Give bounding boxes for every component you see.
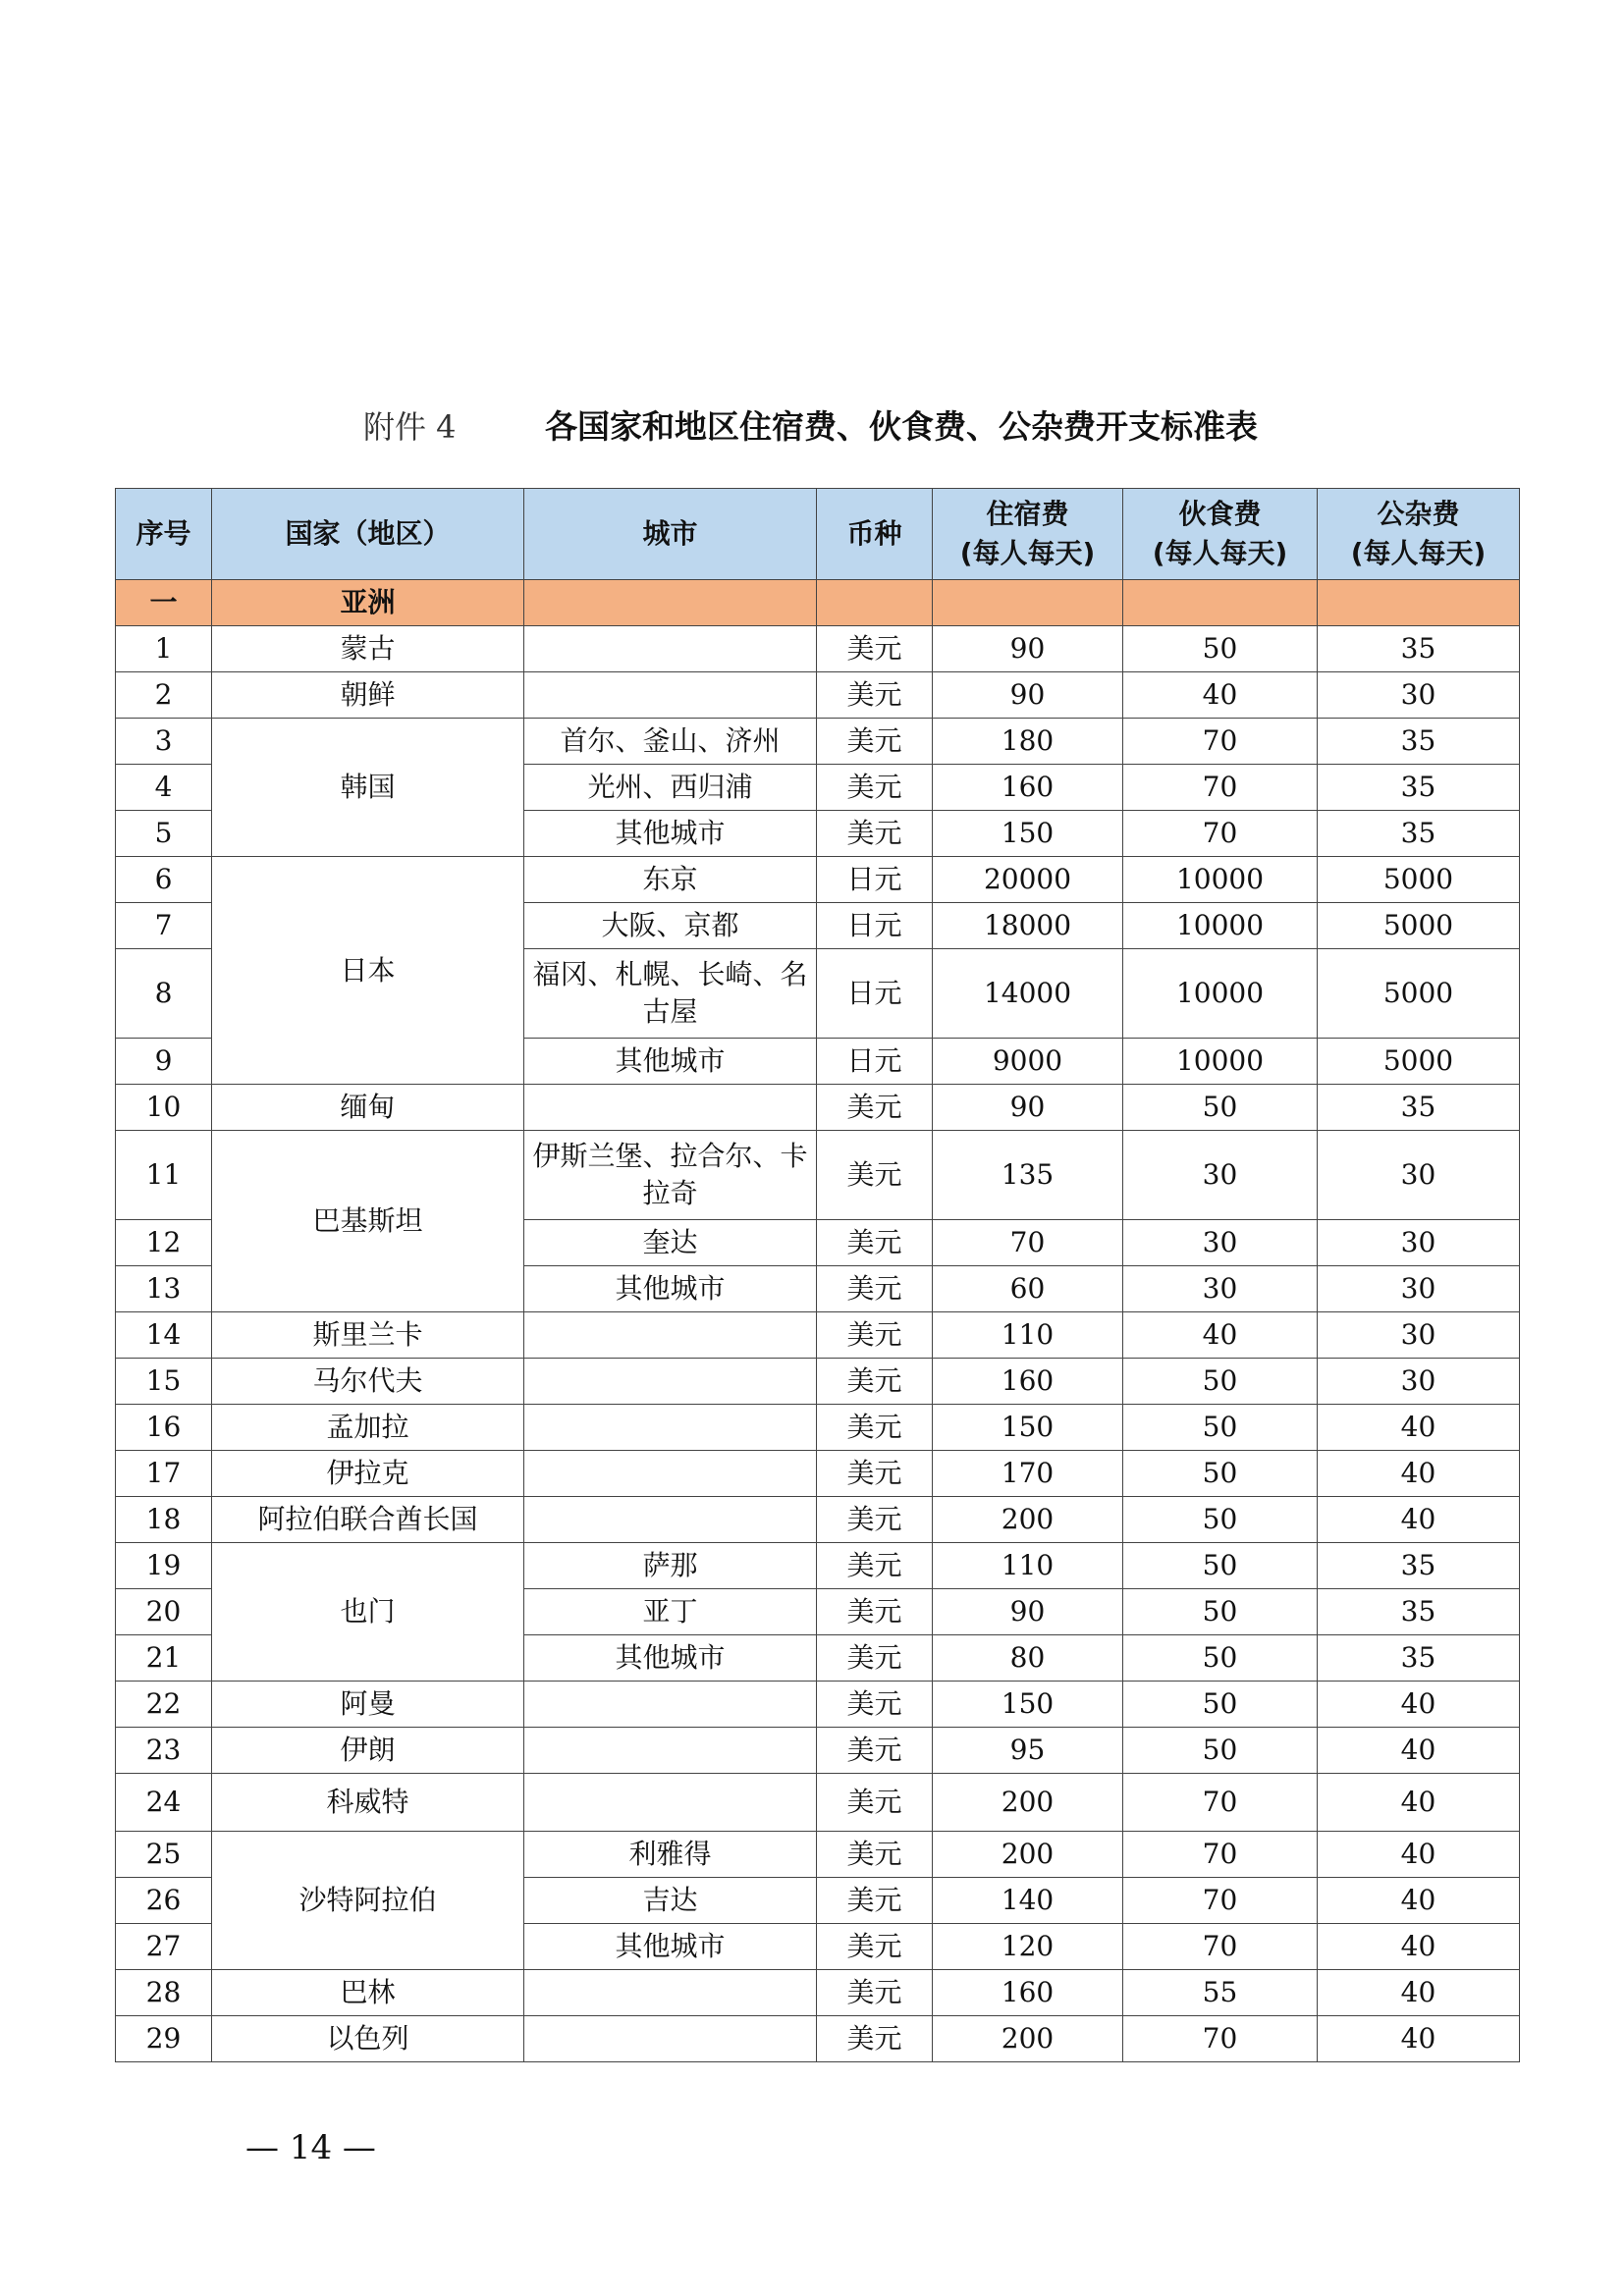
cell-meals: 50	[1123, 1405, 1318, 1451]
cell-misc: 40	[1318, 1970, 1520, 2016]
cell-city: 光州、西归浦	[524, 765, 817, 811]
cell-misc: 35	[1318, 1589, 1520, 1635]
cell-currency: 美元	[817, 1832, 933, 1878]
header-misc	[1318, 489, 1520, 580]
header-meals-line2: (每人每天)	[1152, 537, 1288, 569]
cell-currency: 美元	[817, 811, 933, 857]
cell-misc: 5000	[1318, 857, 1520, 903]
cell-country: 阿拉伯联合酋长国	[212, 1497, 524, 1543]
header-misc-line2: (每人每天)	[1350, 537, 1487, 569]
cell-lodging: 200	[933, 2016, 1123, 2062]
cell-city	[524, 1774, 817, 1832]
cell-lodging: 110	[933, 1543, 1123, 1589]
cell-lodging: 150	[933, 1682, 1123, 1728]
table-row	[116, 1405, 1520, 1451]
cell-misc: 30	[1318, 1266, 1520, 1312]
cell-meals: 50	[1123, 1589, 1318, 1635]
cell-currency: 美元	[817, 2016, 933, 2062]
cell-city: 其他城市	[524, 1635, 817, 1682]
cell-misc: 35	[1318, 626, 1520, 672]
header-lodging	[933, 489, 1123, 580]
cell-city: 吉达	[524, 1878, 817, 1924]
cell-currency: 美元	[817, 719, 933, 765]
attachment-label: 附件 4	[363, 408, 457, 446]
header-meals-line1: 伙食费	[1178, 498, 1262, 530]
cell-meals: 10000	[1123, 857, 1318, 903]
cell-currency: 美元	[817, 1405, 933, 1451]
cell-meals: 10000	[1123, 1039, 1318, 1085]
cell-country: 韩国	[212, 719, 524, 857]
region-row	[116, 580, 1520, 626]
cell-city: 亚丁	[524, 1589, 817, 1635]
cell-city: 福冈、札幌、长崎、名古屋	[524, 949, 817, 1039]
cell-no: 22	[116, 1682, 212, 1728]
cell-meals: 40	[1123, 1312, 1318, 1359]
cell-no: 6	[116, 857, 212, 903]
cell-misc: 40	[1318, 1878, 1520, 1924]
cell-country: 以色列	[212, 2016, 524, 2062]
cell-no: 8	[116, 949, 212, 1039]
region-no: 一	[116, 580, 212, 626]
cell-currency: 美元	[817, 1970, 933, 2016]
cell-city	[524, 1312, 817, 1359]
table-row	[116, 2016, 1520, 2062]
cell-meals: 30	[1123, 1220, 1318, 1266]
cell-currency: 美元	[817, 1131, 933, 1220]
cell-currency: 日元	[817, 949, 933, 1039]
cell-city	[524, 1682, 817, 1728]
cell-no: 19	[116, 1543, 212, 1589]
table-row	[116, 1312, 1520, 1359]
cell-currency: 美元	[817, 1635, 933, 1682]
title-line	[0, 402, 1624, 452]
cell-no: 25	[116, 1832, 212, 1878]
cell-misc: 35	[1318, 719, 1520, 765]
cell-city	[524, 1085, 817, 1131]
cell-no: 3	[116, 719, 212, 765]
table-row	[116, 1728, 1520, 1774]
cell-country: 缅甸	[212, 1085, 524, 1131]
cell-misc: 40	[1318, 2016, 1520, 2062]
cell-no: 24	[116, 1774, 212, 1832]
cell-meals: 40	[1123, 672, 1318, 719]
cell-currency: 美元	[817, 1266, 933, 1312]
cell-city	[524, 2016, 817, 2062]
cell-lodging: 60	[933, 1266, 1123, 1312]
cell-lodging: 80	[933, 1635, 1123, 1682]
cell-misc: 35	[1318, 765, 1520, 811]
cell-lodging: 135	[933, 1131, 1123, 1220]
cell-meals: 50	[1123, 1359, 1318, 1405]
cell-lodging: 120	[933, 1924, 1123, 1970]
cell-city	[524, 1970, 817, 2016]
cell-country: 朝鲜	[212, 672, 524, 719]
cell-city	[524, 672, 817, 719]
table-row	[116, 1359, 1520, 1405]
cell-currency: 日元	[817, 1039, 933, 1085]
cell-currency: 日元	[817, 857, 933, 903]
cell-misc: 35	[1318, 811, 1520, 857]
region-empty	[524, 580, 817, 626]
cell-currency: 美元	[817, 1924, 933, 1970]
cell-currency: 美元	[817, 1220, 933, 1266]
header-lodging-line1: 住宿费	[986, 498, 1069, 530]
cell-currency: 美元	[817, 1878, 933, 1924]
cell-misc: 5000	[1318, 1039, 1520, 1085]
header-no: 序号	[116, 489, 212, 580]
cell-currency: 美元	[817, 1682, 933, 1728]
cell-country: 阿曼	[212, 1682, 524, 1728]
cell-misc: 5000	[1318, 903, 1520, 949]
cell-city: 伊斯兰堡、拉合尔、卡拉奇	[524, 1131, 817, 1220]
cell-no: 29	[116, 2016, 212, 2062]
cell-meals: 70	[1123, 1878, 1318, 1924]
cell-no: 10	[116, 1085, 212, 1131]
cell-no: 21	[116, 1635, 212, 1682]
cell-lodging: 95	[933, 1728, 1123, 1774]
cell-no: 2	[116, 672, 212, 719]
header-country: 国家（地区）	[212, 489, 524, 580]
cell-city	[524, 1451, 817, 1497]
cell-misc: 40	[1318, 1497, 1520, 1543]
cell-city: 首尔、釜山、济州	[524, 719, 817, 765]
cell-misc: 40	[1318, 1774, 1520, 1832]
cell-meals: 50	[1123, 1728, 1318, 1774]
cell-misc: 40	[1318, 1682, 1520, 1728]
cell-currency: 美元	[817, 626, 933, 672]
cell-lodging: 20000	[933, 857, 1123, 903]
cell-city: 大阪、京都	[524, 903, 817, 949]
cell-meals: 70	[1123, 1774, 1318, 1832]
cell-currency: 美元	[817, 1774, 933, 1832]
cell-misc: 30	[1318, 672, 1520, 719]
cell-meals: 50	[1123, 1085, 1318, 1131]
cell-lodging: 14000	[933, 949, 1123, 1039]
cell-lodging: 150	[933, 1405, 1123, 1451]
cell-city	[524, 1728, 817, 1774]
cell-misc: 30	[1318, 1220, 1520, 1266]
cell-no: 15	[116, 1359, 212, 1405]
cell-country: 也门	[212, 1543, 524, 1682]
cell-country: 孟加拉	[212, 1405, 524, 1451]
cell-misc: 30	[1318, 1312, 1520, 1359]
cell-lodging: 70	[933, 1220, 1123, 1266]
cell-lodging: 170	[933, 1451, 1123, 1497]
cell-misc: 30	[1318, 1359, 1520, 1405]
cell-no: 12	[116, 1220, 212, 1266]
cell-country: 沙特阿拉伯	[212, 1832, 524, 1970]
cell-no: 20	[116, 1589, 212, 1635]
cell-lodging: 160	[933, 1970, 1123, 2016]
cell-city	[524, 1405, 817, 1451]
cell-city	[524, 1359, 817, 1405]
cell-lodging: 90	[933, 626, 1123, 672]
cell-no: 13	[116, 1266, 212, 1312]
cell-city: 利雅得	[524, 1832, 817, 1878]
cell-meals: 50	[1123, 1497, 1318, 1543]
cell-country: 斯里兰卡	[212, 1312, 524, 1359]
cell-lodging: 90	[933, 1589, 1123, 1635]
cell-currency: 美元	[817, 1589, 933, 1635]
cell-meals: 50	[1123, 626, 1318, 672]
table-row	[116, 1774, 1520, 1832]
cell-meals: 70	[1123, 719, 1318, 765]
table-row	[116, 672, 1520, 719]
cell-no: 9	[116, 1039, 212, 1085]
cell-lodging: 110	[933, 1312, 1123, 1359]
header-misc-line1: 公杂费	[1377, 498, 1460, 530]
cell-meals: 70	[1123, 2016, 1318, 2062]
cell-city: 其他城市	[524, 1266, 817, 1312]
header-meals	[1123, 489, 1318, 580]
page-number: — 14 —	[245, 2128, 376, 2167]
cell-currency: 美元	[817, 1085, 933, 1131]
cell-no: 1	[116, 626, 212, 672]
cell-lodging: 90	[933, 672, 1123, 719]
expense-standard-table	[115, 488, 1520, 2062]
cell-meals: 50	[1123, 1451, 1318, 1497]
cell-no: 11	[116, 1131, 212, 1220]
cell-lodging: 160	[933, 765, 1123, 811]
cell-meals: 50	[1123, 1543, 1318, 1589]
cell-currency: 美元	[817, 1728, 933, 1774]
cell-no: 26	[116, 1878, 212, 1924]
cell-lodging: 18000	[933, 903, 1123, 949]
region-empty	[1123, 580, 1318, 626]
cell-country: 巴林	[212, 1970, 524, 2016]
cell-meals: 70	[1123, 1832, 1318, 1878]
cell-no: 23	[116, 1728, 212, 1774]
cell-no: 14	[116, 1312, 212, 1359]
cell-currency: 美元	[817, 1359, 933, 1405]
cell-country: 伊朗	[212, 1728, 524, 1774]
cell-no: 16	[116, 1405, 212, 1451]
cell-no: 28	[116, 1970, 212, 2016]
table-row	[116, 1497, 1520, 1543]
cell-country: 马尔代夫	[212, 1359, 524, 1405]
region-empty	[1318, 580, 1520, 626]
table-row	[116, 719, 1520, 765]
document-title: 各国家和地区住宿费、伙食费、公杂费开支标准表	[545, 407, 1258, 446]
cell-no: 27	[116, 1924, 212, 1970]
cell-misc: 30	[1318, 1131, 1520, 1220]
cell-meals: 70	[1123, 765, 1318, 811]
cell-lodging: 200	[933, 1497, 1123, 1543]
table-row	[116, 1682, 1520, 1728]
cell-meals: 50	[1123, 1635, 1318, 1682]
cell-no: 4	[116, 765, 212, 811]
cell-misc: 40	[1318, 1924, 1520, 1970]
cell-misc: 35	[1318, 1085, 1520, 1131]
cell-lodging: 180	[933, 719, 1123, 765]
region-name: 亚洲	[212, 580, 524, 626]
cell-misc: 35	[1318, 1635, 1520, 1682]
table-row	[116, 1543, 1520, 1589]
cell-no: 7	[116, 903, 212, 949]
cell-currency: 美元	[817, 765, 933, 811]
cell-no: 18	[116, 1497, 212, 1543]
cell-country: 巴基斯坦	[212, 1131, 524, 1312]
header-currency: 币种	[817, 489, 933, 580]
cell-misc: 35	[1318, 1543, 1520, 1589]
cell-meals: 55	[1123, 1970, 1318, 2016]
cell-currency: 美元	[817, 672, 933, 719]
cell-country: 伊拉克	[212, 1451, 524, 1497]
table-row	[116, 1131, 1520, 1220]
cell-misc: 40	[1318, 1451, 1520, 1497]
cell-city	[524, 626, 817, 672]
header-city: 城市	[524, 489, 817, 580]
cell-meals: 30	[1123, 1131, 1318, 1220]
cell-meals: 70	[1123, 811, 1318, 857]
cell-country: 科威特	[212, 1774, 524, 1832]
cell-meals: 30	[1123, 1266, 1318, 1312]
cell-currency: 美元	[817, 1451, 933, 1497]
cell-misc: 40	[1318, 1405, 1520, 1451]
cell-currency: 日元	[817, 903, 933, 949]
cell-city: 其他城市	[524, 1924, 817, 1970]
cell-lodging: 9000	[933, 1039, 1123, 1085]
cell-country: 蒙古	[212, 626, 524, 672]
region-empty	[817, 580, 933, 626]
cell-city: 其他城市	[524, 1039, 817, 1085]
cell-meals: 70	[1123, 1924, 1318, 1970]
table-row	[116, 1085, 1520, 1131]
cell-lodging: 160	[933, 1359, 1123, 1405]
cell-no: 5	[116, 811, 212, 857]
table-row	[116, 1832, 1520, 1878]
table-row	[116, 1451, 1520, 1497]
cell-lodging: 90	[933, 1085, 1123, 1131]
cell-meals: 10000	[1123, 903, 1318, 949]
cell-misc: 40	[1318, 1832, 1520, 1878]
cell-lodging: 150	[933, 811, 1123, 857]
cell-meals: 10000	[1123, 949, 1318, 1039]
cell-currency: 美元	[817, 1312, 933, 1359]
cell-city: 萨那	[524, 1543, 817, 1589]
cell-currency: 美元	[817, 1543, 933, 1589]
cell-city: 其他城市	[524, 811, 817, 857]
cell-misc: 5000	[1318, 949, 1520, 1039]
table-header-row	[116, 489, 1520, 580]
table-row	[116, 626, 1520, 672]
cell-currency: 美元	[817, 1497, 933, 1543]
table-row	[116, 1970, 1520, 2016]
cell-lodging: 140	[933, 1878, 1123, 1924]
cell-city: 东京	[524, 857, 817, 903]
cell-no: 17	[116, 1451, 212, 1497]
cell-misc: 40	[1318, 1728, 1520, 1774]
cell-meals: 50	[1123, 1682, 1318, 1728]
cell-country: 日本	[212, 857, 524, 1085]
cell-lodging: 200	[933, 1774, 1123, 1832]
header-lodging-line2: (每人每天)	[959, 537, 1096, 569]
cell-city: 奎达	[524, 1220, 817, 1266]
region-empty	[933, 580, 1123, 626]
cell-lodging: 200	[933, 1832, 1123, 1878]
cell-city	[524, 1497, 817, 1543]
table-row	[116, 857, 1520, 903]
